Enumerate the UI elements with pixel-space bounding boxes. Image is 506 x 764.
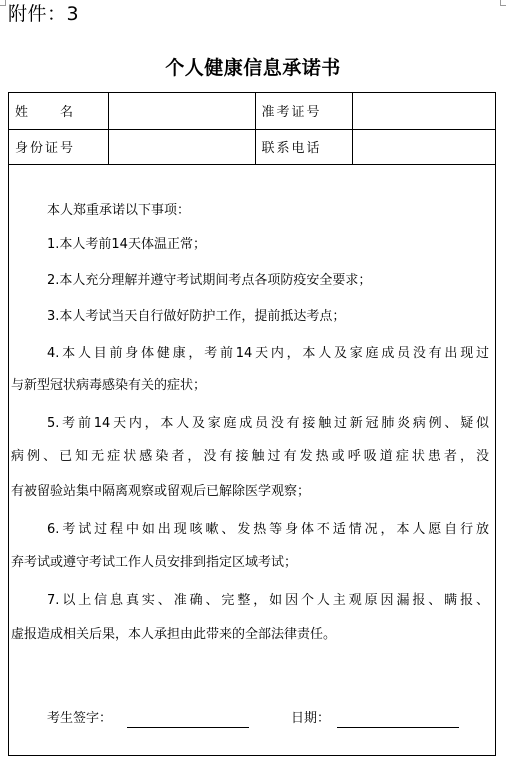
name-label: 姓 名 xyxy=(15,105,73,121)
table-row xyxy=(9,93,495,129)
statement-item-5-line-2: 病例、已知无症状感染者，没有接触过有发热或呼吸道症状患者，没 xyxy=(11,449,489,464)
statement-item-6-line-2: 弃考试或遵守考试工作人员安排到指定区域考试； xyxy=(11,555,298,570)
phone-label: 联系电话 xyxy=(255,129,352,164)
id-number-field[interactable] xyxy=(108,129,255,164)
statement-item-4-line-2: 与新型冠状病毒感染有关的症状； xyxy=(11,378,207,393)
attachment-label: 附件：3 xyxy=(8,3,80,25)
page-title: 个人健康信息承诺书 xyxy=(165,57,341,79)
signer-signature-line[interactable] xyxy=(127,727,249,728)
date-signature-line[interactable] xyxy=(337,727,459,728)
phone-field[interactable] xyxy=(352,129,495,164)
corner-crop-mark-right xyxy=(500,0,506,6)
statement-item-4-line-1: 4.本人目前身体健康，考前14天内，本人及家庭成员没有出现过 xyxy=(47,346,489,361)
table-row xyxy=(9,129,495,164)
exam-id-field[interactable] xyxy=(352,93,495,129)
statement-item-7-line-1: 7.以上信息真实、准确、完整，如因个人主观原因漏报、瞒报、 xyxy=(47,593,489,608)
date-label: 日期： xyxy=(291,711,331,726)
statement-intro: 本人郑重承诺以下事项： xyxy=(47,203,191,218)
statement-item-5-line-1: 5.考前14天内，本人及家庭成员没有接触过新冠肺炎病例、疑似 xyxy=(47,416,489,431)
id-number-label: 身份证号 xyxy=(9,129,108,164)
statement-item-3: 3.本人考试当天自行做好防护工作，提前抵达考点； xyxy=(47,309,346,324)
commitment-form xyxy=(8,92,496,756)
statement-item-7-line-2: 虚报造成相关后果，本人承担由此带来的全部法律责任。 xyxy=(11,627,337,642)
corner-crop-mark-left xyxy=(0,0,6,6)
signer-label: 考生签字： xyxy=(47,711,113,726)
personal-info-table xyxy=(9,93,495,165)
statement-item-6-line-1: 6.考试过程中如出现咳嗽、发热等身体不适情况，本人愿自行放 xyxy=(47,522,489,537)
exam-id-label: 准考证号 xyxy=(255,93,352,129)
name-field[interactable] xyxy=(108,93,255,129)
name-label-cell xyxy=(9,93,108,129)
statement-item-5-line-3: 有被留验站集中隔离观察或留观后已解除医学观察； xyxy=(11,484,311,499)
statement-item-2: 2.本人充分理解并遵守考试期间考点各项防疫安全要求； xyxy=(47,273,372,288)
statement-item-1: 1.本人考前14天体温正常； xyxy=(47,237,206,252)
